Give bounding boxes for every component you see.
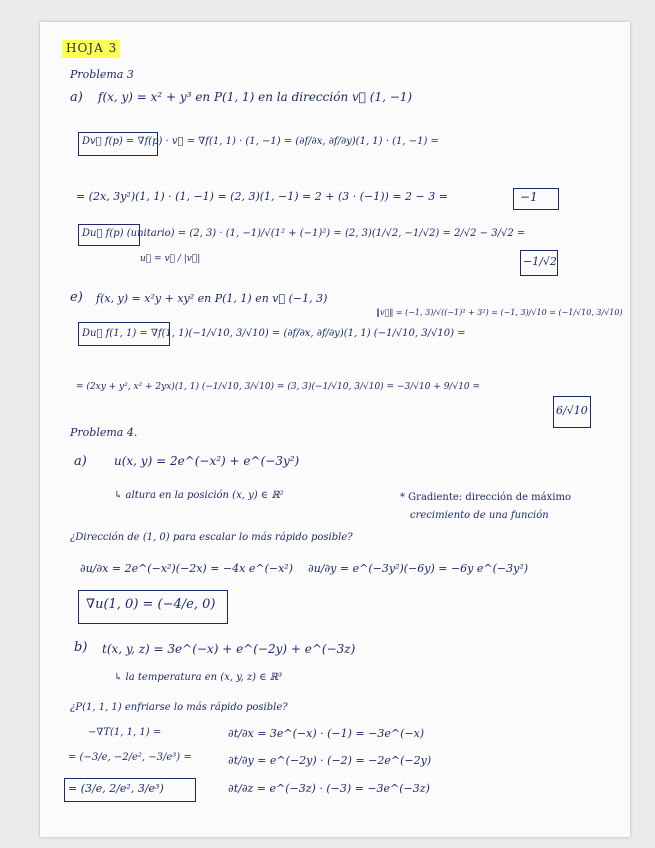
- p4b-function: t(x, y, z) = 3e^(−x) + e^(−2y) + e^(−3z): [102, 642, 356, 656]
- p3b-line1: Du⃗ f(1, 1) = ∇f(1, 1)(−1/√10, 3/√10) = (∂f/∂x, ∂f/∂y)(1, 1) (−1/√10, 3/√10) =: [82, 328, 466, 339]
- p4a-gradient-note-1: * Gradiente: dirección de máximo: [400, 492, 571, 503]
- p3a-line3: Du⃗ f(p) (unitario) = (2, 3) · (1, −1)/√(1² + (−1)²) = (2, 3)(1/√2, −1/√2) = 2/√2 − 3/√2 =: [82, 228, 526, 239]
- p3a-unit-note: u⃗ = v⃗ / |v⃗|: [140, 254, 201, 264]
- p4b-neg-grad: −∇T(1, 1, 1) =: [88, 727, 162, 738]
- p4b-note: ↳ la temperatura en (x, y, z) ∈ ℝ³: [114, 672, 283, 683]
- p4a-label: a): [74, 454, 87, 469]
- p4b-result: = (3/e, 2/e², 3/e³): [68, 782, 164, 795]
- p3a-line2: = (2x, 3y²)(1, 1) · (1, −1) = (2, 3)(1, −1) = 2 + (3 · (−1)) = 2 − 3 =: [76, 190, 448, 203]
- p4b-vec1: = (−3/e, −2/e², −3/e³) =: [68, 752, 192, 763]
- p4b-question: ¿P(1, 1, 1) enfriarse lo más rápido posible?: [70, 702, 288, 713]
- p3a-label: a): [70, 90, 83, 105]
- p3b-norm: ‖v⃗‖ = (−1, 3)/√((−1)² + 3²) = (−1, 3)/√10 = (−1/√10, 3/√10): [376, 308, 623, 317]
- problem-4-heading: Problema 4.: [70, 426, 138, 439]
- p3b-line2: = (2xy + y², x² + 2yx)(1, 1) (−1/√10, 3/√10) = (3, 3)(−1/√10, 3/√10) = −3/√10 + 9/√10 =: [76, 382, 481, 392]
- p4a-du-dy: ∂u/∂y = e^(−3y²)(−6y) = −6y e^(−3y²): [308, 562, 529, 575]
- p3a-line1: Dv⃗ f(p) = ∇f(p) · v⃗ = ∇f(1, 1) · (1, −1) = (∂f/∂x, ∂f/∂y)(1, 1) · (1, −1) =: [82, 136, 439, 147]
- p4b-dt-dx: ∂t/∂x = 3e^(−x) · (−1) = −3e^(−x): [228, 727, 425, 740]
- p4b-dt-dz: ∂t/∂z = e^(−3z) · (−3) = −3e^(−3z): [228, 782, 430, 795]
- p3b-statement: f(x, y) = x²y + xy² en P(1, 1) en v⃗ (−1, 3): [96, 292, 328, 305]
- p4a-function: u(x, y) = 2e^(−x²) + e^(−3y²): [114, 454, 300, 468]
- problem-3-heading: Problema 3: [70, 68, 134, 81]
- p4a-note: ↳ altura en la posición (x, y) ∈ ℝ²: [114, 490, 284, 501]
- p3b-label: e): [70, 290, 83, 305]
- p4a-gradient-note-2: crecimiento de una función: [410, 510, 549, 521]
- p3a-result2: −1/√2: [523, 255, 557, 268]
- page-title: HOJA 3: [66, 41, 118, 55]
- p4b-dt-dy: ∂t/∂y = e^(−2y) · (−2) = −2e^(−2y): [228, 754, 432, 767]
- p3a-statement: f(x, y) = x² + y³ en P(1, 1) en la dirección v⃗ (1, −1): [98, 90, 413, 104]
- p4b-label: b): [74, 640, 88, 655]
- notebook-page: [40, 22, 630, 837]
- p4a-du-dx: ∂u/∂x = 2e^(−x²)(−2x) = −4x e^(−x²): [80, 562, 293, 575]
- p3b-result: 6/√10: [556, 404, 588, 417]
- p4a-question: ¿Dirección de (1, 0) para escalar lo más rápido posible?: [70, 532, 353, 543]
- p4a-result: ∇u(1, 0) = (−4/e, 0): [86, 597, 216, 612]
- p3a-result1: −1: [520, 190, 538, 204]
